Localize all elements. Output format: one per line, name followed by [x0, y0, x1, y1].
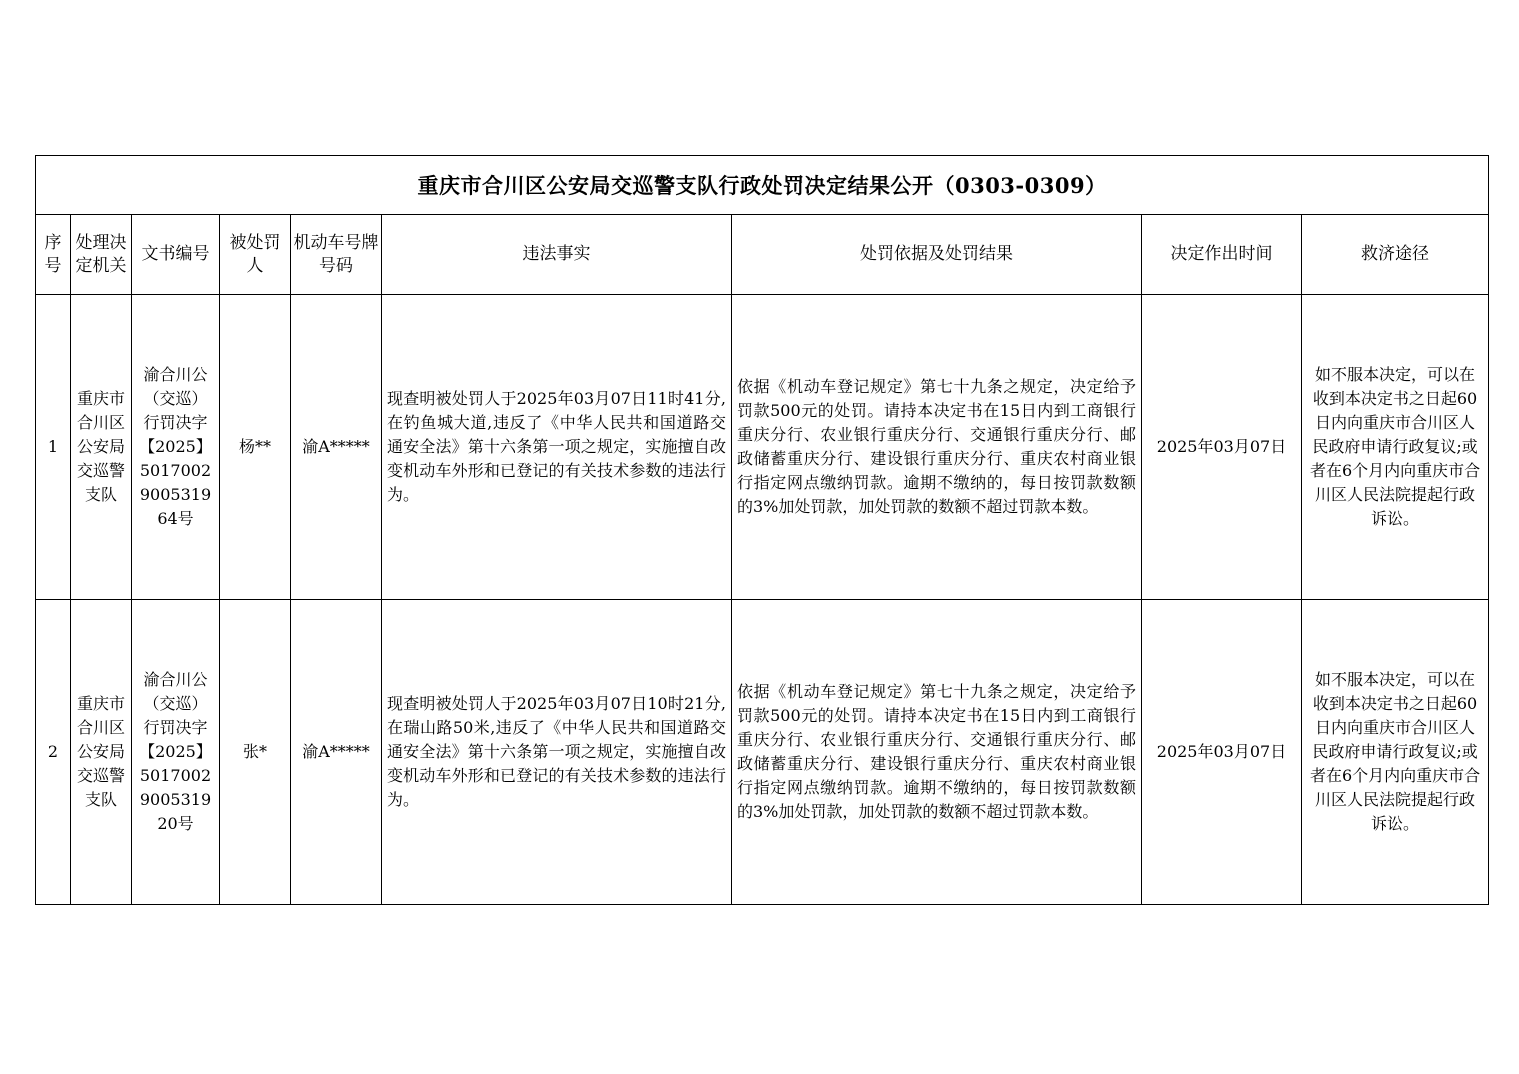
- cell-authority: 重庆市合川区公安局交巡警支队: [71, 295, 132, 600]
- penalty-table: [35, 155, 1489, 905]
- header-doc-no: 文书编号: [132, 215, 220, 295]
- cell-remedy: 如不服本决定，可以在收到本决定书之日起60日内向重庆市合川区人民政府申请行政复议;或者在6个月内向重庆市合川区人民法院提起行政诉讼。: [1302, 295, 1489, 600]
- table-row: [36, 600, 1489, 905]
- header-facts: 违法事实: [382, 215, 732, 295]
- table-row: [36, 295, 1489, 600]
- header-person: 被处罚人: [220, 215, 291, 295]
- cell-facts: 现查明被处罚人于2025年03月07日11时41分,在钓鱼城大道,违反了《中华人民共和国道路交通安全法》第十六条第一项之规定，实施擅自改变机动车外形和已登记的有关技术参数的违法行为。: [382, 295, 732, 600]
- cell-doc-no: 渝合川公（交巡）行罚决字【2025】5017002900531964号: [132, 295, 220, 600]
- cell-date: 2025年03月07日: [1142, 600, 1302, 905]
- cell-basis: 依据《机动车登记规定》第七十九条之规定，决定给予罚款500元的处罚。请持本决定书在15日内到工商银行重庆分行、农业银行重庆分行、交通银行重庆分行、邮政储蓄重庆分行、建设银行重庆分行、重庆农村商业银行指定网点缴纳罚款。逾期不缴纳的，每日按罚款数额的3%加处罚款，加处罚款的数额不超过罚款本数。: [732, 600, 1142, 905]
- cell-seq: 2: [36, 600, 71, 905]
- cell-authority: 重庆市合川区公安局交巡警支队: [71, 600, 132, 905]
- header-plate: 机动车号牌号码: [291, 215, 382, 295]
- cell-plate: 渝A*****: [291, 600, 382, 905]
- cell-doc-no: 渝合川公（交巡）行罚决字【2025】5017002900531920号: [132, 600, 220, 905]
- header-remedy: 救济途径: [1302, 215, 1489, 295]
- cell-person: 杨**: [220, 295, 291, 600]
- cell-basis: 依据《机动车登记规定》第七十九条之规定，决定给予罚款500元的处罚。请持本决定书在15日内到工商银行重庆分行、农业银行重庆分行、交通银行重庆分行、邮政储蓄重庆分行、建设银行重庆分行、重庆农村商业银行指定网点缴纳罚款。逾期不缴纳的，每日按罚款数额的3%加处罚款，加处罚款的数额不超过罚款本数。: [732, 295, 1142, 600]
- header-row: [36, 215, 1489, 295]
- header-seq: 序号: [36, 215, 71, 295]
- page-title: 重庆市合川区公安局交巡警支队行政处罚决定结果公开（0303-0309）: [36, 156, 1489, 215]
- cell-facts: 现查明被处罚人于2025年03月07日10时21分,在瑞山路50米,违反了《中华人民共和国道路交通安全法》第十六条第一项之规定，实施擅自改变机动车外形和已登记的有关技术参数的违法行为。: [382, 600, 732, 905]
- header-authority: 处理决定机关: [71, 215, 132, 295]
- header-date: 决定作出时间: [1142, 215, 1302, 295]
- cell-seq: 1: [36, 295, 71, 600]
- header-basis: 处罚依据及处罚结果: [732, 215, 1142, 295]
- cell-plate: 渝A*****: [291, 295, 382, 600]
- cell-date: 2025年03月07日: [1142, 295, 1302, 600]
- cell-person: 张*: [220, 600, 291, 905]
- cell-remedy: 如不服本决定，可以在收到本决定书之日起60日内向重庆市合川区人民政府申请行政复议;或者在6个月内向重庆市合川区人民法院提起行政诉讼。: [1302, 600, 1489, 905]
